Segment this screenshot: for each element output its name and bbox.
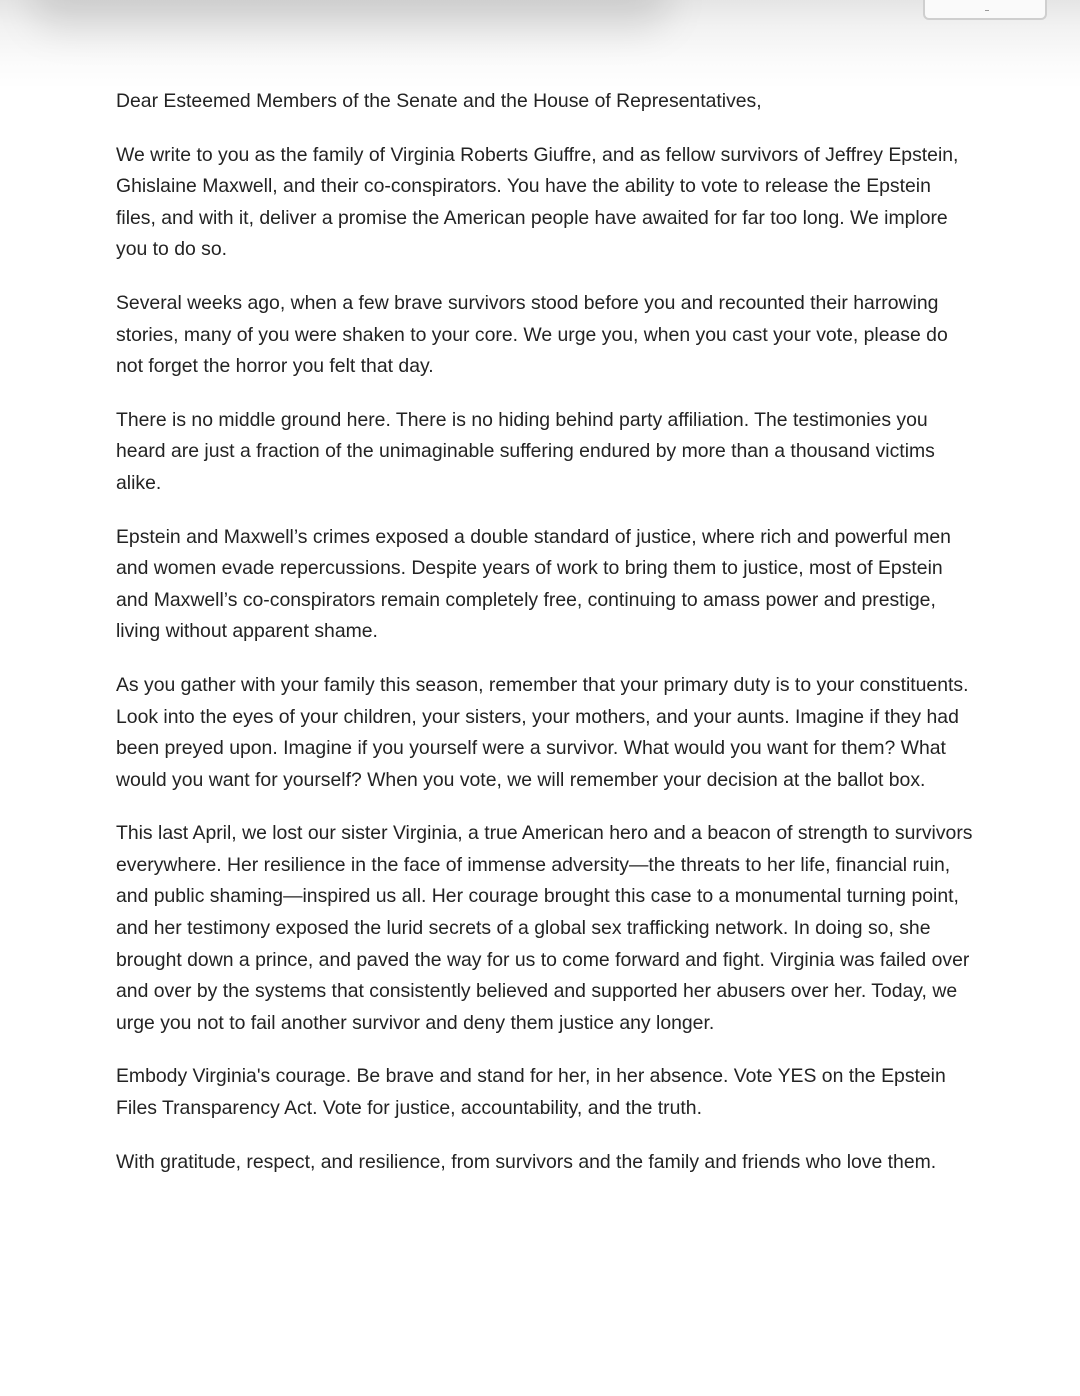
letter-paragraph: As you gather with your family this season, remember that your primary duty is to your constituents. Look into the eyes of your children, your sisters, your mothers, and your aunts. Imagine if they had been preyed upon. Imagine if you yourself were a survivor. What would you want for them? What would you want for yourself? When you vote, we will remember your decision at the ballot box. <box>116 673 969 791</box>
minus-icon <box>985 10 989 11</box>
letter-closing: With gratitude, respect, and resilience, from survivors and the family and friends who love them. <box>116 1150 937 1173</box>
letter-body <box>116 86 976 1200</box>
letter-paragraph: This last April, we lost our sister Virginia, a true American hero and a beacon of strength to survivors everywhere. Her resilience in the face of immense adversity—the threats to her life, financial ruin, and public shaming—inspired us all. Her courage brought this case to a monumental turning point, and her testimony exposed the lurid secrets of a global sex trafficking network. In doing so, she brought down a prince, and paved the way for us to come forward and fight. Virginia was failed over and over by the systems that consistently believed and supported her abusers over her. Today, we urge you not to fail another survivor and deny them justice any longer. <box>116 822 973 1034</box>
top-shadow <box>0 0 1080 90</box>
letter-paragraph: Several weeks ago, when a few brave survivors stood before you and recounted their harrowing stories, many of you were shaken to your core. We urge you, when you cast your vote, please do not forget the horror you felt that day. <box>116 291 948 378</box>
letter-paragraph: There is no middle ground here. There is no hiding behind party affiliation. The testimonies you heard are just a fraction of the unimaginable suffering endured by more than a thousand victims alike. <box>116 408 935 494</box>
letter-paragraph: We write to you as the family of Virginia Roberts Giuffre, and as fellow survivors of Jeffrey Epstein, Ghislaine Maxwell, and their co-conspirators. You have the ability to vote to release the Epstein files, and with it, deliver a promise the American people have awaited for far too long. We implore you to do so. <box>116 143 959 261</box>
letter-paragraph: Epstein and Maxwell’s crimes exposed a double standard of justice, where rich and powerful men and women evade repercussions. Despite years of work to bring them to justice, most of Epstein and Maxwell’s co-conspirators remain completely free, continuing to amass power and prestige, living without apparent shame. <box>116 525 951 643</box>
top-right-button[interactable] <box>923 0 1047 20</box>
letter-salutation: Dear Esteemed Members of the Senate and the House of Representatives, <box>116 90 762 112</box>
letter-paragraph: Embody Virginia's courage. Be brave and stand for her, in her absence. Vote YES on the Epstein Files Transparency Act. Vote for justice, accountability, and the truth. <box>116 1065 946 1120</box>
blurred-header-bar <box>30 0 670 30</box>
